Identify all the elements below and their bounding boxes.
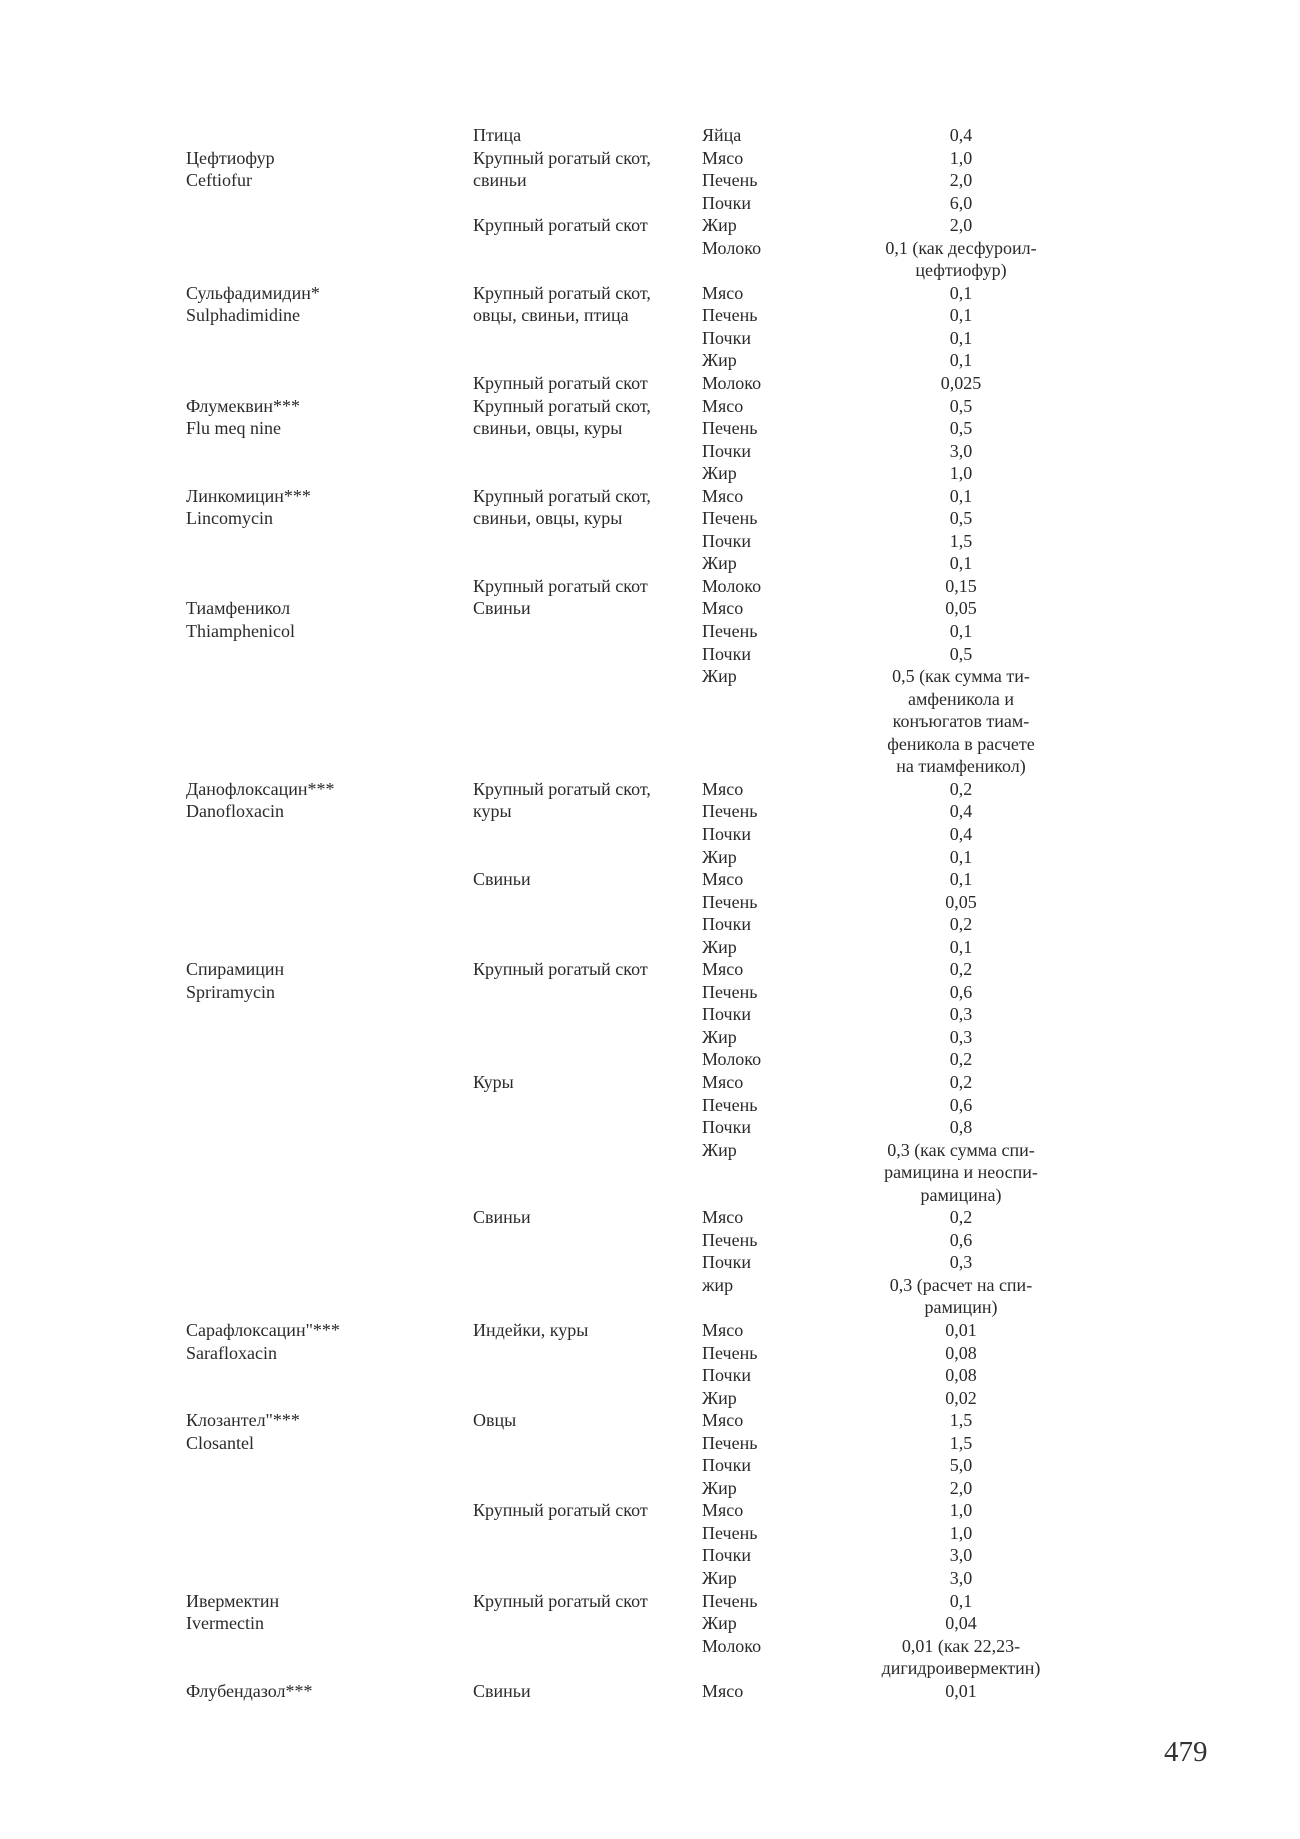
species-cell: Крупный рогатый скот, (473, 485, 651, 506)
table-row (0, 237, 1300, 260)
table-row (0, 169, 1300, 192)
tissue-cell: Мясо (702, 1680, 744, 1701)
limit-cell: 0,2 (949, 1207, 973, 1228)
species-cell: овцы, свиньи, птица (473, 305, 629, 326)
species-cell: Птица (473, 125, 522, 145)
tissue-cell: Жир (702, 350, 737, 371)
tissue-cell: Жир (702, 1026, 737, 1047)
table-row (0, 1003, 1300, 1026)
tissue-cell: Почки (702, 823, 751, 844)
tissue-cell: Жир (702, 1568, 737, 1588)
limit-cell: 0,1 (949, 869, 973, 890)
tissue-cell: Жир (702, 1139, 737, 1160)
limit-cell: 0,05 (945, 891, 977, 912)
tissue-cell: Печень (702, 1590, 758, 1611)
limit-cell: 0,6 (949, 1229, 973, 1250)
tissue-cell: Печень (702, 508, 758, 529)
table-row (0, 1206, 1300, 1229)
substance-cell: Danofloxacin (186, 801, 284, 822)
substance-cell: Flu meq nine (186, 418, 281, 439)
tissue-cell: Почки (702, 643, 751, 664)
table-row (0, 868, 1300, 891)
limit-cell: феникола в расчете (887, 733, 1035, 754)
tissue-cell: Печень (702, 170, 758, 191)
species-cell: Овцы (473, 1410, 517, 1431)
tissue-cell: Мясо (702, 1207, 744, 1228)
tissue-cell: Печень (702, 1229, 758, 1250)
tissue-cell: Почки (702, 530, 751, 551)
tissue-cell: Яйца (702, 125, 742, 145)
limit-cell: цефтиофур) (915, 260, 1007, 281)
table-row (0, 304, 1300, 327)
limit-cell: на тиамфеникол) (896, 756, 1026, 777)
substance-cell: Сульфадимидин* (186, 282, 320, 303)
table-row (0, 372, 1300, 395)
substance-cell: Ивермектин (186, 1590, 280, 1611)
table-row (0, 1454, 1300, 1477)
table-row (0, 124, 1300, 147)
limit-cell: 0,4 (949, 125, 973, 145)
limit-cell: 0,5 (949, 508, 973, 529)
limit-cell: 0,2 (949, 1071, 973, 1092)
table-row (0, 597, 1300, 620)
limit-cell: конъюгатов тиам- (892, 711, 1030, 732)
limit-cell: 0,3 (расчет на спи- (889, 1274, 1033, 1295)
table-row (0, 214, 1300, 237)
limit-cell: 3,0 (949, 1545, 973, 1566)
tissue-cell: Печень (702, 891, 758, 912)
table-row (0, 259, 1300, 282)
limit-cell: 1,0 (949, 463, 973, 484)
species-cell: Свиньи (473, 1680, 531, 1701)
limit-cell: 0,1 (949, 327, 973, 348)
table-row (0, 1387, 1300, 1410)
limit-cell: 5,0 (949, 1455, 973, 1476)
limit-cell: 3,0 (949, 1568, 973, 1588)
table-row (0, 552, 1300, 575)
table-row (0, 1274, 1300, 1297)
table-row (0, 1477, 1300, 1500)
tissue-cell: Почки (702, 192, 751, 213)
tissue-cell: Жир (702, 846, 737, 867)
table-row (0, 1590, 1300, 1613)
table-row (0, 778, 1300, 801)
tissue-cell: Почки (702, 1004, 751, 1025)
tissue-cell: Мясо (702, 282, 744, 303)
limit-cell: 0,1 (949, 846, 973, 867)
tissue-cell: Жир (702, 1477, 737, 1498)
tissue-cell: Жир (702, 666, 737, 687)
tissue-cell: Жир (702, 936, 737, 957)
tissue-cell: Почки (702, 914, 751, 935)
limit-cell: 0,3 (949, 1004, 973, 1025)
species-cell: Свиньи (473, 1207, 531, 1228)
limit-cell: 0,5 (949, 643, 973, 664)
limit-cell: 1,0 (949, 147, 973, 168)
species-cell: Крупный рогатый скот, (473, 147, 651, 168)
tissue-cell: Мясо (702, 869, 744, 890)
table-row (0, 1161, 1300, 1184)
limit-cell: 0,1 (949, 282, 973, 303)
limit-cell: 0,5 (как сумма ти- (892, 666, 1030, 687)
limit-cell: 0,1 (949, 1590, 973, 1611)
substance-cell: Сарафлоксацин"*** (186, 1319, 340, 1340)
tissue-cell: Почки (702, 1365, 751, 1386)
table-row (0, 936, 1300, 959)
table-row (0, 327, 1300, 350)
tissue-cell: Почки (702, 1252, 751, 1273)
table-row (0, 733, 1300, 756)
table-row (0, 462, 1300, 485)
limit-cell: 0,1 (949, 305, 973, 326)
substance-cell: Ceftiofur (186, 170, 252, 191)
limit-cell: 0,1 (949, 621, 973, 642)
limit-cell: 0,6 (949, 1094, 973, 1115)
tissue-cell: Печень (702, 418, 758, 439)
limit-cell: рамицина) (920, 1184, 1002, 1205)
species-cell: свиньи (473, 170, 527, 191)
table-row (0, 1026, 1300, 1049)
limit-cell: 0,1 (949, 936, 973, 957)
page-number: 479 (1164, 1736, 1208, 1768)
substance-cell: Флумеквин*** (186, 395, 300, 416)
tissue-cell: Печень (702, 1522, 758, 1543)
species-cell: Крупный рогатый скот (473, 1500, 648, 1521)
table-row (0, 688, 1300, 711)
tissue-cell: Печень (702, 1432, 758, 1453)
table-row (0, 1612, 1300, 1635)
limit-cell: рамицин) (924, 1297, 998, 1318)
species-cell: свиньи, овцы, куры (473, 508, 623, 529)
species-cell: Крупный рогатый скот, (473, 778, 651, 799)
tissue-cell: жир (702, 1274, 734, 1295)
limit-cell: амфеникола и (908, 688, 1014, 709)
substance-cell: Линкомицин*** (186, 485, 311, 506)
tissue-cell: Молоко (702, 575, 762, 596)
limit-cell: дигидроивермектин) (881, 1658, 1041, 1679)
limit-cell: 0,025 (940, 373, 982, 394)
limit-cell: 2,0 (949, 1477, 973, 1498)
tissue-cell: Мясо (702, 598, 744, 619)
limit-cell: 0,1 (949, 553, 973, 574)
table-row (0, 417, 1300, 440)
tissue-cell: Жир (702, 1387, 737, 1408)
tissue-cell: Молоко (702, 237, 762, 258)
tissue-cell: Мясо (702, 1319, 744, 1340)
table-row (0, 1116, 1300, 1139)
substance-cell: Флубендазол*** (186, 1680, 313, 1701)
limit-cell: 0,01 (как 22,23- (901, 1635, 1021, 1656)
table-row (0, 1139, 1300, 1162)
species-cell: Свиньи (473, 869, 531, 890)
tissue-cell: Мясо (702, 778, 744, 799)
tissue-cell: Печень (702, 621, 758, 642)
species-cell: Крупный рогатый скот (473, 959, 648, 980)
tissue-cell: Почки (702, 1455, 751, 1476)
table-row (0, 192, 1300, 215)
residue-limits-table (0, 124, 1300, 1702)
tissue-cell: Почки (702, 327, 751, 348)
limit-cell: 0,4 (949, 823, 973, 844)
limit-cell: 0,01 (945, 1319, 977, 1340)
limit-cell: 0,8 (949, 1117, 973, 1138)
species-cell: свиньи, овцы, куры (473, 418, 623, 439)
limit-cell: 2,0 (949, 215, 973, 236)
table-row (0, 1184, 1300, 1207)
table-row (0, 1680, 1300, 1703)
table-row (0, 1229, 1300, 1252)
limit-cell: 1,5 (949, 1410, 973, 1431)
substance-cell: Spriramycin (186, 981, 275, 1002)
table-row (0, 958, 1300, 981)
tissue-cell: Мясо (702, 1410, 744, 1431)
tissue-cell: Печень (702, 1094, 758, 1115)
tissue-cell: Жир (702, 463, 737, 484)
table-row (0, 620, 1300, 643)
table-row (0, 485, 1300, 508)
limit-cell: 0,08 (945, 1342, 977, 1363)
substance-cell: Lincomycin (186, 508, 273, 529)
limit-cell: 0,05 (945, 598, 977, 619)
substance-cell: Thiamphenicol (186, 621, 295, 642)
limit-cell: 0,5 (949, 395, 973, 416)
limit-cell: 0,1 (как десфуроил- (885, 237, 1037, 258)
table-row (0, 1522, 1300, 1545)
tissue-cell: Печень (702, 801, 758, 822)
limit-cell: 0,1 (949, 350, 973, 371)
substance-cell: Ivermectin (186, 1613, 264, 1634)
tissue-cell: Жир (702, 553, 737, 574)
table-row (0, 981, 1300, 1004)
limit-cell: 0,2 (949, 959, 973, 980)
species-cell: Индейки, куры (473, 1319, 589, 1340)
table-row (0, 710, 1300, 733)
substance-cell: Цефтиофур (186, 147, 275, 168)
table-row (0, 282, 1300, 305)
substance-cell: Closantel (186, 1432, 254, 1453)
table-row (0, 1071, 1300, 1094)
table-row (0, 1319, 1300, 1342)
tissue-cell: Мясо (702, 1071, 744, 1092)
table-row (0, 1296, 1300, 1319)
limit-cell: 0,6 (949, 981, 973, 1002)
tissue-cell: Печень (702, 305, 758, 326)
tissue-cell: Почки (702, 440, 751, 461)
species-cell: Крупный рогатый скот (473, 215, 648, 236)
table-row (0, 1432, 1300, 1455)
table-row (0, 1251, 1300, 1274)
limit-cell: 0,3 (как сумма спи- (887, 1139, 1035, 1160)
table-row (0, 395, 1300, 418)
limit-cell: 0,3 (949, 1252, 973, 1273)
tissue-cell: Молоко (702, 1635, 762, 1656)
tissue-cell: Мясо (702, 485, 744, 506)
table-row (0, 507, 1300, 530)
tissue-cell: Жир (702, 215, 737, 236)
table-row (0, 575, 1300, 598)
substance-cell: Спирамицин (186, 959, 285, 980)
table-row (0, 1364, 1300, 1387)
limit-cell: 3,0 (949, 440, 973, 461)
species-cell: Крупный рогатый скот, (473, 282, 651, 303)
table-row (0, 755, 1300, 778)
tissue-cell: Печень (702, 1342, 758, 1363)
substance-cell: Sulphadimidine (186, 305, 300, 326)
table-row (0, 1048, 1300, 1071)
limit-cell: 0,08 (945, 1365, 977, 1386)
tissue-cell: Молоко (702, 1049, 762, 1070)
tissue-cell: Почки (702, 1545, 751, 1566)
species-cell: куры (473, 801, 512, 822)
limit-cell: 0,4 (949, 801, 973, 822)
table-row (0, 349, 1300, 372)
table-row (0, 1409, 1300, 1432)
species-cell: Крупный рогатый скот (473, 373, 648, 394)
species-cell: Крупный рогатый скот (473, 575, 648, 596)
limit-cell: 0,2 (949, 778, 973, 799)
substance-cell: Sarafloxacin (186, 1342, 277, 1363)
substance-cell: Данофлоксацин*** (186, 778, 335, 799)
table-row (0, 440, 1300, 463)
table-row (0, 1635, 1300, 1658)
tissue-cell: Мясо (702, 1500, 744, 1521)
table-row (0, 846, 1300, 869)
limit-cell: 1,0 (949, 1522, 973, 1543)
limit-cell: 2,0 (949, 170, 973, 191)
table-row (0, 913, 1300, 936)
table-row (0, 665, 1300, 688)
species-cell: Крупный рогатый скот (473, 1590, 648, 1611)
table-row (0, 147, 1300, 170)
table-row (0, 1342, 1300, 1365)
table-row (0, 1094, 1300, 1117)
tissue-cell: Печень (702, 981, 758, 1002)
limit-cell: 0,15 (945, 575, 977, 596)
tissue-cell: Жир (702, 1613, 737, 1634)
limit-cell: 0,2 (949, 1049, 973, 1070)
table-row (0, 823, 1300, 846)
species-cell: Куры (473, 1071, 514, 1092)
limit-cell: 1,0 (949, 1500, 973, 1521)
limit-cell: 0,02 (945, 1387, 977, 1408)
species-cell: Свиньи (473, 598, 531, 619)
limit-cell: 0,04 (945, 1613, 977, 1634)
limit-cell: 0,01 (945, 1680, 977, 1701)
table-row (0, 643, 1300, 666)
tissue-cell: Мясо (702, 395, 744, 416)
tissue-cell: Мясо (702, 959, 744, 980)
species-cell: Крупный рогатый скот, (473, 395, 651, 416)
limit-cell: 6,0 (949, 192, 973, 213)
limit-cell: 1,5 (949, 530, 973, 551)
limit-cell: 0,5 (949, 418, 973, 439)
tissue-cell: Мясо (702, 147, 744, 168)
table-row (0, 1544, 1300, 1567)
table-row (0, 1567, 1300, 1590)
limit-cell: 1,5 (949, 1432, 973, 1453)
table-row (0, 891, 1300, 914)
table-row (0, 1499, 1300, 1522)
limit-cell: 0,3 (949, 1026, 973, 1047)
substance-cell: Клозантел"*** (186, 1410, 300, 1431)
limit-cell: 0,2 (949, 914, 973, 935)
limit-cell: 0,1 (949, 485, 973, 506)
table-row (0, 530, 1300, 553)
table-row (0, 1657, 1300, 1680)
tissue-cell: Молоко (702, 373, 762, 394)
tissue-cell: Почки (702, 1117, 751, 1138)
substance-cell: Тиамфеникол (186, 598, 291, 619)
limit-cell: рамицина и неоспи- (884, 1162, 1038, 1183)
table-row (0, 800, 1300, 823)
